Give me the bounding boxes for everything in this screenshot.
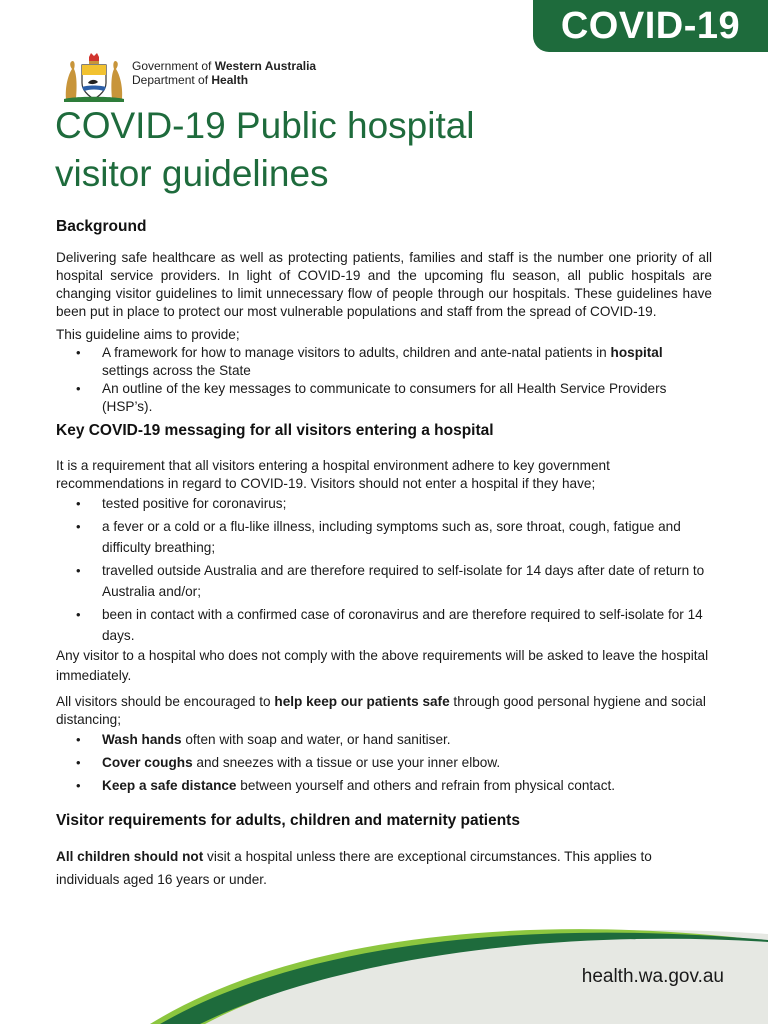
guideline-aims-intro: This guideline aims to provide; — [56, 327, 240, 342]
hygiene-2-text: and sneezes with a tissue or use your inner elbow. — [192, 755, 501, 770]
list-item: • travelled outside Australia and are therefore required to self-isolate for 14 days after date of return to Australia and/or; — [56, 560, 712, 602]
page-title — [55, 102, 575, 198]
wa-government-crest-icon — [60, 49, 128, 103]
list-item — [56, 729, 712, 750]
org-line1-bold: Western Australia — [214, 59, 317, 73]
hygiene-1-bold: Wash hands — [102, 732, 182, 747]
hygiene-intro-text: All visitors should be encouraged to — [56, 694, 275, 709]
org-line1-prefix: Government of — [132, 59, 215, 73]
visitor-requirements-heading: Visitor requirements for adults, children and maternity patients — [56, 812, 520, 829]
title-line-1: COVID-19 Public hospital — [55, 105, 475, 146]
aim-1-text-end: settings across the State — [102, 363, 251, 378]
list-item — [56, 344, 712, 380]
hygiene-intro-bold: help keep our patients safe — [274, 694, 450, 709]
list-item: • tested positive for coronavirus; — [56, 493, 712, 514]
org-line2-prefix: Department of — [132, 73, 212, 87]
document-body — [56, 217, 712, 891]
hygiene-intro-paragraph — [56, 693, 712, 729]
background-heading: Background — [56, 218, 147, 235]
footer-url: health.wa.gov.au — [581, 966, 724, 987]
list-item — [56, 775, 712, 796]
key-requirement-paragraph: It is a requirement that all visitors entering a hospital environment adhere to key government recommendations in regard to COVID-19. Visitors should not enter a hospital if they have; — [56, 458, 610, 491]
covid-19-badge: COVID-19 — [533, 0, 768, 52]
department-name — [132, 59, 316, 87]
key-messaging-heading: Key COVID-19 messaging for all visitors entering a hospital — [56, 422, 494, 439]
hygiene-2-bold: Cover coughs — [102, 755, 193, 770]
hygiene-3-bold: Keep a safe distance — [102, 778, 237, 793]
hygiene-intro-text-end: through good personal hygiene and social distancing; — [56, 694, 706, 727]
aim-2-text: An outline of the key messages to communicate to consumers for all Health Service Providers (HSP’s). — [102, 381, 667, 414]
list-item: • a fever or a cold or a flu-like illness, including symptoms such as, sore throat, cough, fatigue and difficulty breathing; — [56, 516, 712, 558]
aim-1-text: A framework for how to manage visitors to adults, children and ante-natal patients in — [102, 345, 611, 360]
children-bold: All children should not — [56, 849, 204, 864]
hygiene-list — [56, 729, 712, 796]
list-item: • been in contact with a confirmed case of coronavirus and are therefore required to self-isolate for 14 days. — [56, 604, 712, 646]
background-paragraph: Delivering safe healthcare as well as protecting patients, families and staff is the number one priority of all hospital service providers. In light of COVID-19 and the upcoming flu season, all public hospitals are changing visitor guidelines to limit unnecessary flow of people through our hospitals. These guidelines have been put in place to protect our most vulnerable populations and staff from the spread of COVID-19. — [56, 250, 712, 319]
children-text: visit a hospital unless there are exceptional circumstances. This applies to individuals aged 16 years or under. — [56, 849, 652, 887]
list-item — [56, 752, 712, 773]
aim-1-bold: hospital — [610, 345, 663, 360]
org-line2-bold: Health — [211, 73, 249, 87]
children-paragraph — [56, 845, 712, 891]
hygiene-3-text: between yourself and others and refrain from physical contact. — [236, 778, 616, 793]
non-compliance-paragraph: Any visitor to a hospital who does not comply with the above requirements will be asked to leave the hospital immediately. — [56, 648, 709, 683]
list-item — [56, 380, 712, 416]
exclusion-list — [56, 493, 712, 646]
hygiene-1-text: often with soap and water, or hand sanitiser. — [181, 732, 451, 747]
title-line-2: visitor guidelines — [55, 153, 329, 194]
aims-list — [56, 344, 712, 416]
